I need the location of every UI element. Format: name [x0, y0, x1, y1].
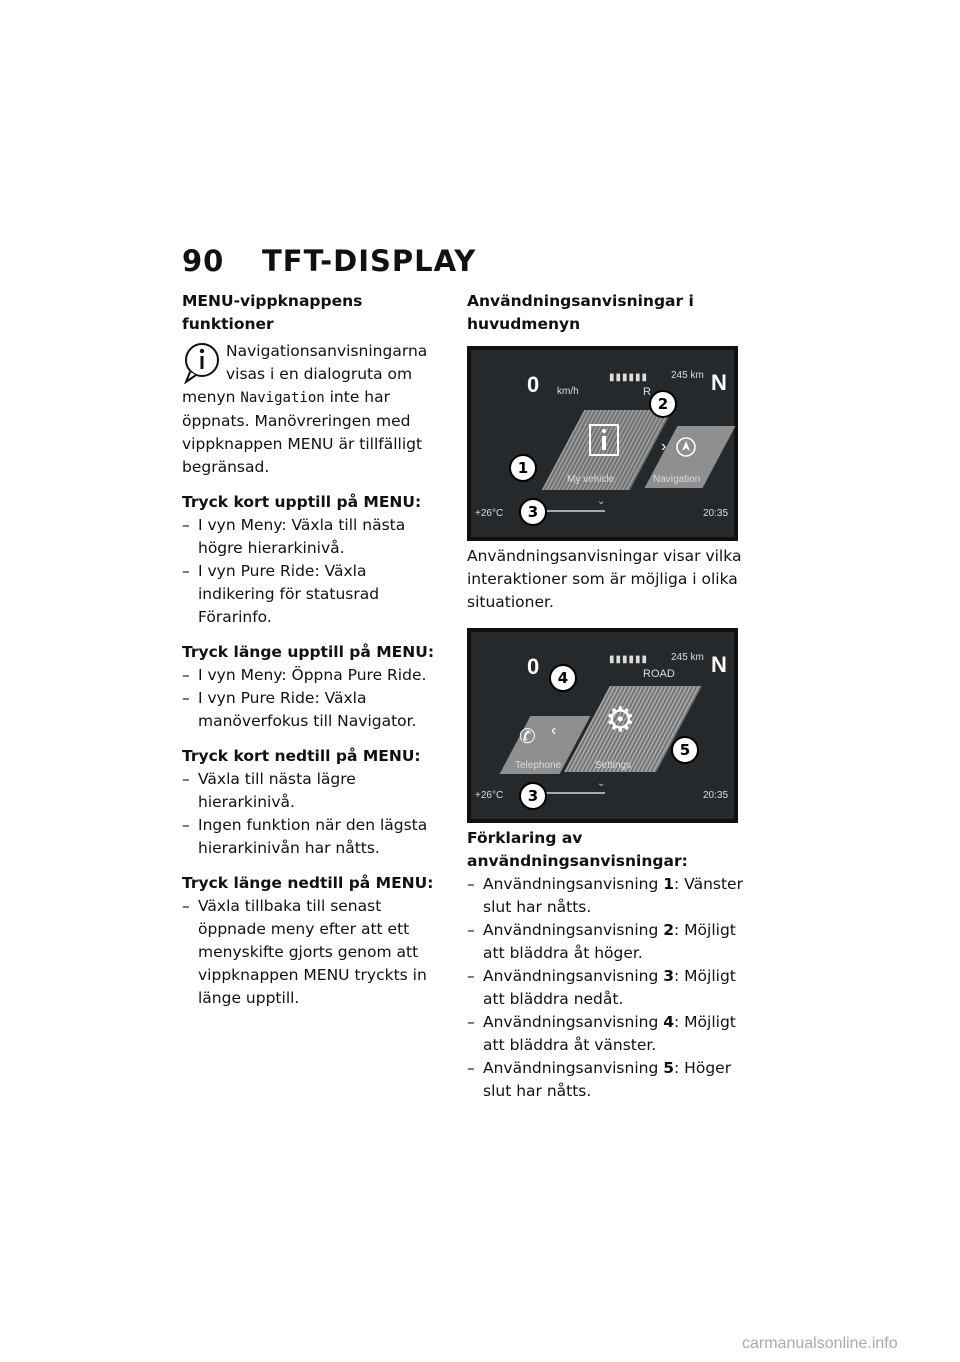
info-icon — [182, 340, 222, 384]
speed-value: 0 — [527, 372, 540, 397]
section-heading: Tryck länge nedtill på MENU: — [182, 874, 434, 892]
callout-marker: 5 — [671, 736, 699, 764]
list-item: – I vyn Meny: Öppna Pure Ride. — [182, 664, 444, 687]
gear-indicator: N — [711, 652, 727, 677]
callout-marker: 4 — [549, 664, 577, 692]
speed-unit: km/h — [557, 386, 579, 397]
page-title: TFT-DISPLAY — [262, 244, 477, 278]
temperature: +26°C — [475, 508, 504, 519]
tft-screenshot-settings — [467, 628, 738, 823]
list — [182, 895, 444, 1010]
clock: 20:35 — [703, 508, 729, 519]
range-value: 245 km — [671, 652, 704, 663]
fuel-gauge: ▮▮▮▮▮▮ — [609, 654, 649, 665]
list — [182, 514, 444, 629]
list — [182, 664, 444, 733]
info-note — [182, 340, 444, 479]
chevron-left-icon: ‹ — [551, 722, 557, 739]
section-heading: Förklaring av användningsanvisningar: — [467, 829, 688, 870]
list-item: – I vyn Pure Ride: Växla indikering för statusrad Förarinfo. — [182, 560, 444, 629]
figure-caption: Användningsanvisningar visar vilka interaktioner som är möjliga i olika situationer. — [467, 547, 742, 611]
card-label: Navigation — [653, 474, 701, 485]
left-column — [182, 290, 444, 1010]
page-number: 90 — [182, 244, 225, 278]
gear-indicator: N — [711, 370, 727, 395]
phone-icon: ✆ — [519, 726, 536, 748]
callout-marker: 3 — [519, 498, 547, 526]
note-text: Navigationsanvisningarna visas i en dialogruta om menyn Navigation inte har öppnats. Manövreringen med vippknappen MENU är tillfälligt begränsad. — [182, 342, 428, 476]
speed-value: 0 — [527, 654, 540, 679]
temperature: +26°C — [475, 790, 504, 801]
legend-item: – Användningsanvisning 2: Möjligt att bläddra åt höger. — [467, 919, 743, 965]
card-label: Settings — [595, 760, 632, 771]
callout-marker: 3 — [519, 782, 547, 810]
list-item: – Växla till nästa lägre hierarkinivå. — [182, 768, 444, 814]
list-item: – I vyn Pure Ride: Växla manöverfokus till Navigator. — [182, 687, 444, 733]
list-item: – Växla tillbaka till senast öppnade meny efter att ett menyskifte gjorts genom att vippknappen MENU tryckts in länge upptill. — [182, 895, 444, 1010]
card-label: My vehicle — [567, 474, 615, 485]
section-heading: Tryck länge upptill på MENU: — [182, 643, 435, 661]
callout-marker: 2 — [649, 390, 677, 418]
menu-name-code: Navigation — [240, 390, 325, 406]
page-header — [182, 244, 476, 278]
section-heading: Tryck kort upptill på MENU: — [182, 493, 422, 511]
fuel-gauge: ▮▮▮▮▮▮ — [609, 372, 649, 383]
info-icon — [589, 424, 619, 456]
list — [182, 768, 444, 860]
watermark-link[interactable]: carmanualsonline.info — [742, 1335, 898, 1352]
clock: 20:35 — [703, 790, 729, 801]
range-value: 245 km — [671, 370, 704, 381]
legend-item: – Användningsanvisning 4: Möjligt att bläddra åt vänster. — [467, 1011, 743, 1057]
right-column — [467, 290, 743, 1103]
legend-item: – Användningsanvisning 1: Vänster slut har nåtts. — [467, 873, 743, 919]
chevron-down-icon: ⌄ — [597, 778, 606, 789]
section-heading: Användningsanvisningar i huvudmenyn — [467, 292, 694, 333]
ride-mode: ROAD — [643, 668, 675, 680]
section-heading: MENU-vippknappens funktioner — [182, 292, 363, 333]
tft-screenshot-main-menu — [467, 346, 738, 541]
list-item: – I vyn Meny: Växla till nästa högre hierarkinivå. — [182, 514, 444, 560]
section-heading: Tryck kort nedtill på MENU: — [182, 747, 421, 765]
legend-item: – Användningsanvisning 3: Möjligt att bläddra nedåt. — [467, 965, 743, 1011]
ride-mode: R — [643, 386, 651, 398]
settings-gear-icon: ⚙ — [605, 701, 636, 739]
list-item: – Ingen funktion när den lägsta hierarkinivån har nåtts. — [182, 814, 444, 860]
legend-item: – Användningsanvisning 5: Höger slut har nåtts. — [467, 1057, 743, 1103]
chevron-down-icon: ⌄ — [597, 496, 606, 507]
legend-list — [467, 873, 743, 1103]
chevron-right-icon: › — [661, 438, 667, 455]
callout-marker: 1 — [509, 454, 537, 482]
card-label: Telephone — [515, 760, 562, 771]
navigation-icon — [675, 436, 697, 458]
